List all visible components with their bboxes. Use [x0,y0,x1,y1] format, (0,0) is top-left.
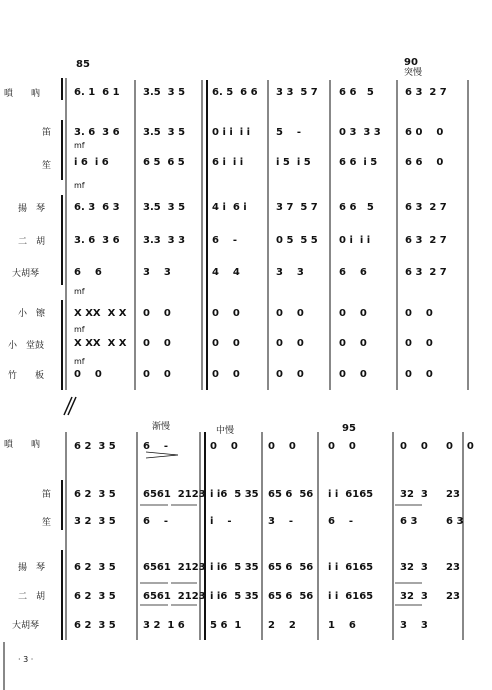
notation-cell: 3 3 [400,620,428,631]
notation-cell: 6 - [143,441,169,452]
notation-cell: 6. 5 6 6 [212,87,258,98]
notation-cell: 6 6 5 [339,87,374,98]
instrument-label: 二 胡 [18,592,46,602]
notation-cell: 32 3 [400,562,428,573]
notation-cell: 3. 6 3 6 [74,127,120,138]
notation-cell: 23 [446,562,460,573]
instrument-label: 大胡琴 [12,621,40,631]
notation-cell: 0 0 [276,308,304,319]
notation-cell: 0 0 [405,338,433,349]
notation-cell: 6 - [143,516,169,527]
instrument-label: 嗩 吶 [4,89,41,99]
dynamic-marking: mf [74,141,85,150]
notation-cell: 0 i i i i [212,127,251,138]
notation-cell: 4 4 [212,267,240,278]
dynamic-marking: mf [74,181,85,190]
notation-cell: 6 6 0 [405,157,444,168]
instrument-label: 笛 [42,490,52,500]
notation-cell: 0 0 [268,441,296,452]
notation-cell: 6 2 3 5 [74,562,116,573]
notation-cell: 0 0 [276,338,304,349]
instrument-label: 笛 [42,128,52,138]
notation-cell: i - [210,516,232,527]
notation-cell: i i6 5 35 [210,562,259,573]
notation-cell: 3.3 3 3 [143,235,186,246]
instrument-label: 嗩 吶 [4,440,41,450]
notation-cell: 6 6 5 [339,202,374,213]
notation-cell: 0 0 [328,441,356,452]
notation-cell: 0 0 [74,369,102,380]
notation-cell: 6 3 [400,516,418,527]
notation-cell: 0 0 [212,338,240,349]
notation-cell: X XX X X [74,308,127,319]
notation-cell: 6 3 2 7 [405,267,447,278]
notation-cell: i i 6165 [328,562,374,573]
notation-cell: i i 6165 [328,591,374,602]
notation-cell: 6 5 6 5 [143,157,185,168]
notation-cell: 6 - [328,516,354,527]
notation-cell: 0 0 [143,369,171,380]
notation-cell: 0 0 [212,369,240,380]
notation-cell: 65 6 56 [268,562,314,573]
notation-cell: 6 2 3 5 [74,591,116,602]
instrument-label: 揚 琴 [18,204,46,214]
notation-cell: 6 6 [74,267,102,278]
dynamic-marking: mf [74,325,85,334]
notation-cell: 6561 2123 [143,591,206,602]
notation-cell: 3.5 3 5 [143,87,186,98]
notation-cell: 6 3 2 7 [405,87,447,98]
notation-cell: 6 3 [446,516,464,527]
notation-cell: 0 0 [143,308,171,319]
notation-cell: 0 0 [210,441,238,452]
notation-cell: 0 0 [212,308,240,319]
dynamic-marking: mf [74,287,85,296]
tempo-marking: 中慢 [216,426,235,436]
notation-cell: 0 3 3 3 [339,127,381,138]
notation-cell: 0 0 [276,369,304,380]
notation-cell: 3. 6 3 6 [74,235,120,246]
measure-number: 95 [342,423,356,434]
instrument-label: 竹 板 [8,371,45,381]
notation-cell: 5 - [276,127,302,138]
notation-cell: 6 - [212,235,238,246]
notation-cell: 6 i i i [212,157,244,168]
instrument-label: 笙 [42,161,52,171]
notation-cell: 6. 3 6 3 [74,202,120,213]
instrument-label: 笙 [42,518,52,528]
notation-cell: 6561 2123 [143,489,206,500]
notation-cell: 6 6 i 5 [339,157,378,168]
notation-cell: i 5 i 5 [276,157,311,168]
instrument-label: 小 镲 [18,309,46,319]
notation-cell: 6 6 [339,267,367,278]
instrument-label: 小 堂鼓 [8,341,45,351]
notation-cell: 0 0 [405,308,433,319]
notation-cell: 65 6 56 [268,591,314,602]
notation-cell: 32 3 [400,591,428,602]
notation-cell: 32 3 [400,489,428,500]
notation-cell: i i6 5 35 [210,591,259,602]
notation-cell: 1 6 [328,620,356,631]
notation-cell: 3 - [268,516,294,527]
notation-cell: 0 0 [405,369,433,380]
notation-cell: 3 2 1 6 [143,620,185,631]
notation-cell: 6 2 3 5 [74,489,116,500]
notation-cell: 3 3 [143,267,171,278]
notation-cell: i i 6165 [328,489,374,500]
notation-cell: 23 [446,489,460,500]
notation-cell: 3 3 5 7 [276,87,318,98]
notation-cell: 0 0 [446,441,474,452]
notation-cell: 6 3 2 7 [405,202,447,213]
notation-cell: 6 0 0 [405,127,444,138]
tempo-marking: 渐慢 [152,422,171,432]
notation-cell: 0 i i i [339,235,371,246]
notation-cell: X XX X X [74,338,127,349]
page-number: · 3 · [18,655,34,664]
tempo-marking: 突慢 [404,68,423,78]
dynamic-marking: mf [74,357,85,366]
notation-cell: 3 3 [276,267,304,278]
notation-cell: 4 i 6 i [212,202,247,213]
notation-cell: 3.5 3 5 [143,127,186,138]
notation-cell: 6. 1 6 1 [74,87,120,98]
measure-number: 90 [404,57,418,68]
notation-cell: 0 0 [339,369,367,380]
notation-cell: 65 6 56 [268,489,314,500]
measure-number: 85 [76,59,90,70]
notation-cell: 6 2 3 5 [74,441,116,452]
notation-cell: 0 0 [339,308,367,319]
notation-cell: 3 2 3 5 [74,516,116,527]
instrument-label: 大胡琴 [12,269,40,279]
notation-cell: i i6 5 35 [210,489,259,500]
notation-cell: 0 0 [339,338,367,349]
notation-cell: 3.5 3 5 [143,202,186,213]
notation-cell: 3 7 5 7 [276,202,318,213]
notation-cell: 5 6 1 [210,620,242,631]
instrument-label: 二 胡 [18,237,46,247]
notation-cell: 0 0 [400,441,428,452]
notation-cell: 23 [446,591,460,602]
notation-cell: i 6 i 6 [74,157,109,168]
notation-cell: 0 5 5 5 [276,235,318,246]
notation-cell: 6561 2123 [143,562,206,573]
notation-cell: 6 3 2 7 [405,235,447,246]
notation-cell: 2 2 [268,620,296,631]
notation-cell: 6 2 3 5 [74,620,116,631]
instrument-label: 揚 琴 [18,563,46,573]
notation-cell: 0 0 [143,338,171,349]
